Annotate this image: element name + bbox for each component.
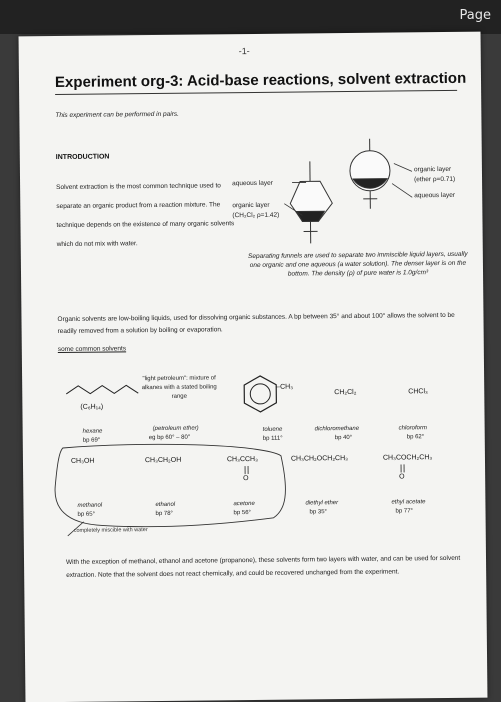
- page-label: Page: [460, 8, 491, 23]
- methanol-bp: bp 65°: [77, 511, 95, 520]
- petroleum-formula: "light petroleum": mixture of alkanes with a stated boiling range: [140, 374, 218, 402]
- ethyl-acetate-formula: CH₃COCH₂CH₃: [383, 454, 432, 462]
- diethyl-ether-name: diethyl ether: [305, 499, 338, 508]
- separating-funnels-diagram: [19, 32, 483, 257]
- hexane-formula: (C₆H₁₄): [80, 404, 103, 411]
- organic-layer-left-detail: (CH₂Cl₂ ρ=1.42): [232, 212, 279, 219]
- ethyl-acetate-bp: bp 77°: [395, 507, 413, 516]
- intro-text: Solvent extraction is the most common technique used to separate an organic product from a reaction mixture. The technique depends on the existence of many organic solvents which do not mix with water.: [56, 176, 237, 254]
- subtitle: This experiment can be performed in pairs.: [55, 111, 179, 119]
- organic-layer-left-label: organic layer: [232, 202, 269, 209]
- dichloromethane-formula: CH₂Cl₂: [334, 389, 356, 396]
- petroleum-name: (petroleum ether): [153, 425, 199, 434]
- ethyl-acetate-name: ethyl acetate: [391, 498, 425, 507]
- methanol-name: methanol: [77, 502, 102, 511]
- ethanol-bp: bp 78°: [155, 510, 173, 519]
- right-funnel: [350, 139, 391, 209]
- ethyl-acetate-carbonyl-oxygen: O: [399, 473, 405, 480]
- petroleum-bp: eg bp 60° – 80°: [149, 434, 191, 443]
- hexane-zigzag: [66, 379, 146, 400]
- aqueous-layer-label: aqueous layer: [232, 180, 273, 187]
- methanol-formula: CH₃OH: [71, 458, 95, 465]
- toluene-bp: bp 111°: [263, 435, 283, 444]
- diethyl-ether-bp: bp 35°: [309, 508, 327, 517]
- document-page: [19, 32, 488, 702]
- miscible-note: completely miscible with water: [74, 527, 148, 534]
- acetone-carbonyl-oxygen: O: [243, 475, 249, 482]
- intro-heading: INTRODUCTION: [56, 153, 110, 161]
- benzene-ring: [240, 374, 280, 414]
- dichloromethane-bp: bp 40°: [335, 434, 353, 443]
- hexane-name: hexane: [83, 428, 103, 437]
- acetone-bp: bp 56°: [233, 509, 251, 518]
- chloroform-formula: CHCl₃: [408, 388, 428, 395]
- page-title: Experiment org-3: Acid-base reactions, solvent extraction: [55, 70, 466, 91]
- aqueous-layer-right-label: aqueous layer: [414, 192, 455, 199]
- organic-solvents-text: Organic solvents are low-boiling liquids, used for dissolving organic substances. A bp between 35° and about 100° allows the solvent to be readily removed from a solution by boiling or evaporation.: [57, 310, 467, 338]
- bottom-paragraph: With the exception of methanol, ethanol and acetone (propanone), these solvents form two layers with water, and can be used for solvent extraction. Note that the solvent does not react chemically, and could be recovered unchanged from the experiment.: [66, 552, 468, 582]
- diethyl-ether-formula: CH₃CH₂OCH₂CH₃: [291, 455, 348, 463]
- toluene-formula: –CH₃: [276, 384, 293, 391]
- dichloromethane-name: dichloromethane: [315, 425, 359, 434]
- page-number: -1-: [239, 46, 250, 56]
- organic-layer-right-label: organic layer: [414, 166, 451, 173]
- chloroform-bp: bp 62°: [407, 433, 425, 442]
- toluene-name: toluene: [263, 426, 283, 435]
- funnel-caption: Separating funnels are used to separate two immiscible liquid layers, usually one organic and one aqueous (a water solution). The denser layer is on the bottom. The density (ρ) of pure water is 1.0g/cm³: [243, 250, 473, 279]
- ethanol-name: ethanol: [155, 501, 175, 510]
- hexane-bp: bp 69°: [83, 437, 101, 446]
- acetone-name: acetone: [233, 500, 254, 509]
- organic-layer-right-detail: (ether ρ=0.71): [414, 176, 455, 183]
- viewer-toolbar: [0, 0, 501, 34]
- common-solvents-heading: some common solvents: [58, 345, 126, 353]
- acetone-formula: CH₃CCH₃: [227, 456, 258, 463]
- ethanol-formula: CH₃CH₂OH: [145, 457, 181, 464]
- chloroform-name: chloroform: [399, 424, 427, 433]
- left-funnel: [290, 161, 333, 243]
